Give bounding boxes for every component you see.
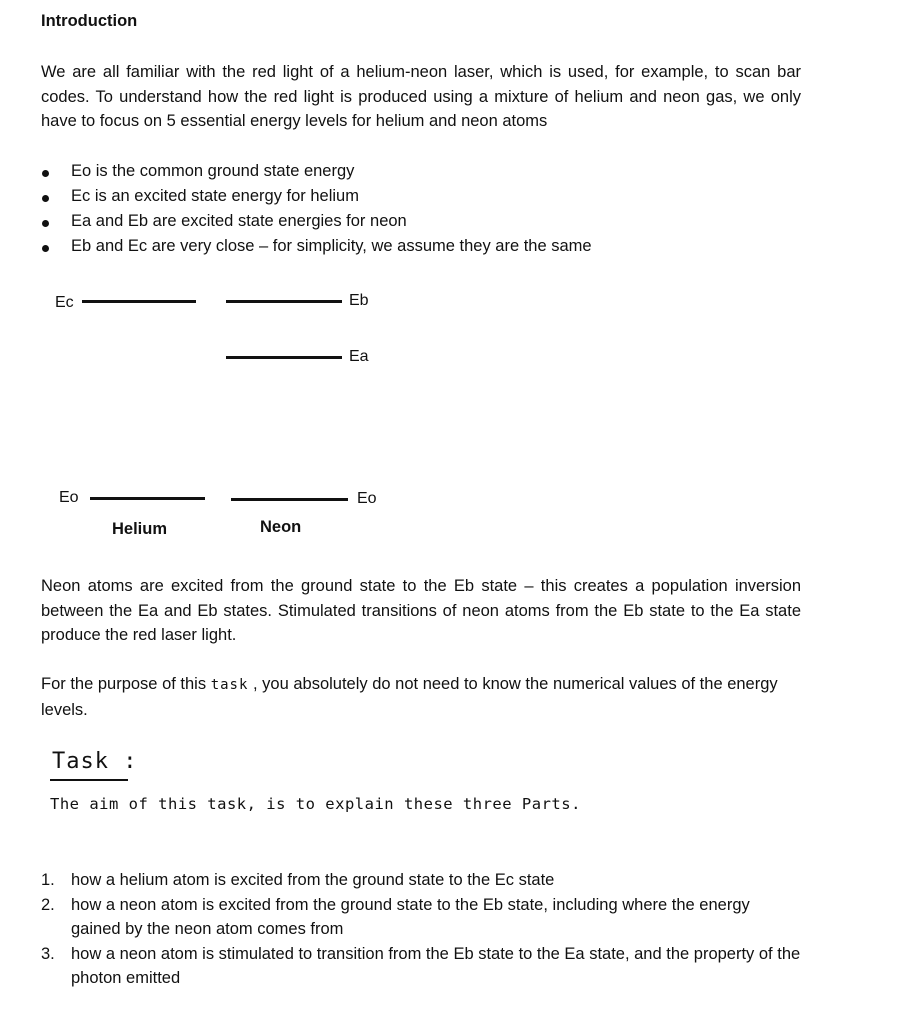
section-heading: Introduction — [41, 12, 138, 30]
helium-eo-label: Eo — [59, 489, 79, 506]
energy-level-bullet-list — [41, 159, 592, 259]
purpose-paragraph: For the purpose of this task , you absolutely do not need to know the numerical values of the energy levels. — [41, 675, 778, 719]
task-title-underline — [50, 779, 128, 781]
neon-eb-level-line — [226, 300, 342, 303]
bullet-item: Ea and Eb are excited state energies for neon — [41, 209, 592, 234]
helium-ec-level-line — [82, 300, 196, 303]
task-aim-handwritten: The aim of this task, is to explain these three Parts. — [50, 795, 581, 813]
bullet-dot-icon — [42, 220, 49, 227]
helium-label: Helium — [112, 520, 168, 538]
neon-eb-label: Eb — [349, 292, 369, 309]
list-item: 1. how a helium atom is excited from the ground state to the Ec state — [41, 871, 555, 889]
bullet-dot-icon — [42, 245, 49, 252]
neon-eo-level-line — [231, 498, 348, 501]
handwritten-task-word: task — [210, 677, 249, 693]
bullet-item: Eb and Ec are very close – for simplicity, we assume they are the same — [41, 234, 592, 259]
task-parts-list — [41, 868, 801, 991]
list-item: 3. how a neon atom is stimulated to transition from the Eb state to the Ea state, and the property of the photon emitted — [41, 944, 801, 987]
task-title: Task : — [52, 749, 138, 774]
intro-paragraph: We are all familiar with the red light of a helium-neon laser, which is used, for example, to scan bar codes. To understand how the red light is produced using a mixture of helium and neon gas, we only have to focus on 5 essential energy levels for helium and neon atoms — [41, 63, 801, 130]
helium-eo-level-line — [90, 497, 205, 500]
explanation-paragraph: Neon atoms are excited from the ground state to the Eb state – this creates a population inversion between the Ea and Eb states. Stimulated transitions of neon atoms from the Eb state to the Ea state produce the red laser light. — [41, 577, 801, 644]
bullet-dot-icon — [42, 195, 49, 202]
neon-ea-level-line — [226, 356, 342, 359]
bullet-item: Ec is an excited state energy for helium — [41, 184, 592, 209]
neon-label: Neon — [260, 518, 302, 536]
list-item: 2. how a neon atom is excited from the ground state to the Eb state, including where the energy gained by the neon atom comes from — [41, 895, 750, 938]
helium-ec-label: Ec — [55, 294, 74, 311]
neon-eo-label: Eo — [357, 490, 377, 507]
bullet-dot-icon — [42, 170, 49, 177]
bullet-item: Eo is the common ground state energy — [41, 159, 592, 184]
neon-ea-label: Ea — [349, 348, 369, 365]
